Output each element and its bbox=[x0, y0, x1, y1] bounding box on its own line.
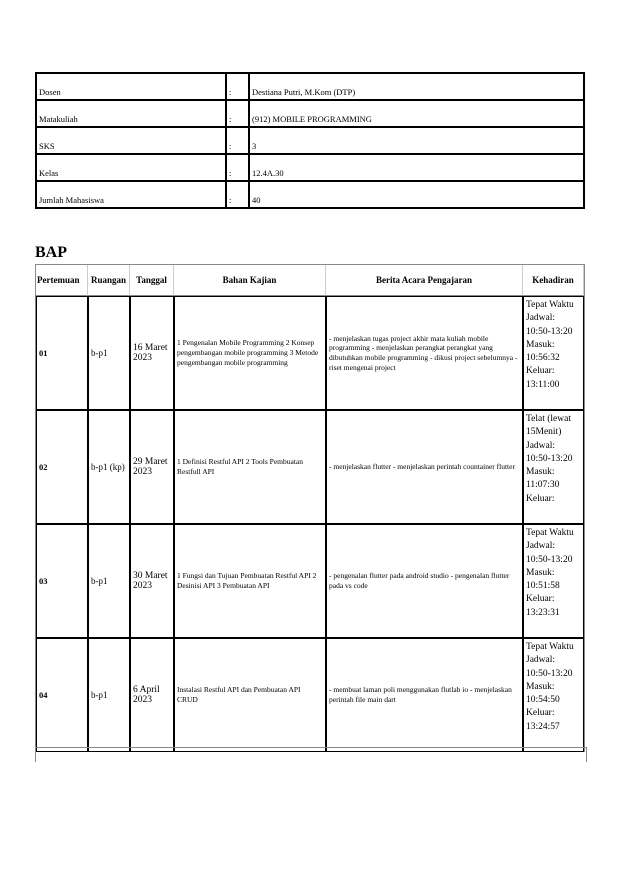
info-separator: : bbox=[226, 154, 249, 181]
info-row bbox=[36, 181, 584, 208]
kehadiran-line: 13:24:57 bbox=[526, 721, 560, 732]
info-value: 3 bbox=[249, 127, 584, 154]
kehadiran-line: Jadwal: bbox=[526, 655, 556, 666]
cell-tanggal: 30 Maret 2023 bbox=[130, 524, 174, 638]
kehadiran-line: Masuk: bbox=[526, 681, 555, 692]
cell-berita-acara: - pengenalan flutter pada android studio - pengenalan flutter pada vs code bbox=[326, 524, 523, 638]
cell-bahan-kajian: 1 Pengenalan Mobile Programming 2 Konsep pengembangan mobile programming 3 Metode pengembangan mobile programming bbox=[174, 296, 326, 410]
info-row bbox=[36, 154, 584, 181]
cell-ruangan: b-p1 bbox=[88, 524, 130, 638]
bap-row bbox=[36, 638, 584, 752]
kehadiran-line: Tepat Waktu bbox=[526, 642, 574, 652]
cell-bahan-kajian: 1 Fungsi dan Tujuan Pembuatan Restful API 2 Desinisi API 3 Pembuatan API bbox=[174, 524, 326, 638]
kehadiran-line: 13:23:31 bbox=[526, 607, 560, 618]
kehadiran-line: 13:11:00 bbox=[526, 379, 560, 390]
kehadiran-line: 10:50-13:20 bbox=[526, 326, 573, 337]
cell-ruangan: b-p1 (kp) bbox=[88, 410, 130, 524]
cell-kehadiran bbox=[523, 638, 584, 752]
kehadiran-line: Jadwal: bbox=[526, 313, 556, 324]
info-separator: : bbox=[226, 73, 249, 100]
table-continuation-right-edge bbox=[586, 748, 587, 762]
kehadiran-line: Keluar: bbox=[526, 366, 555, 377]
header-tanggal: Tanggal bbox=[130, 265, 174, 296]
bap-row bbox=[36, 410, 584, 524]
info-label: Matakuliah bbox=[36, 100, 226, 127]
cell-pertemuan: 04 bbox=[36, 638, 88, 752]
header-kehadiran: Kehadiran bbox=[523, 265, 584, 296]
bap-header-row bbox=[36, 265, 584, 296]
table-continuation-rule bbox=[35, 747, 587, 748]
cell-tanggal: 29 Maret 2023 bbox=[130, 410, 174, 524]
cell-berita-acara: - menjelaskan flutter - menjelaskan perintah countainer flutter bbox=[326, 410, 523, 524]
info-value: 40 bbox=[249, 181, 584, 208]
header-berita-acara: Berita Acara Pengajaran bbox=[326, 265, 523, 296]
bap-row bbox=[36, 296, 584, 410]
kehadiran-line: Masuk: bbox=[526, 567, 555, 578]
info-separator: : bbox=[226, 181, 249, 208]
cell-kehadiran bbox=[523, 524, 584, 638]
kehadiran-line: 10:56:32 bbox=[526, 353, 560, 364]
info-label: Dosen bbox=[36, 73, 226, 100]
info-row bbox=[36, 73, 584, 100]
kehadiran-line: 10:50-13:20 bbox=[526, 554, 573, 565]
kehadiran-line: Jadwal: bbox=[526, 541, 556, 552]
info-separator: : bbox=[226, 100, 249, 127]
kehadiran-line: 10:54:50 bbox=[526, 695, 560, 706]
cell-berita-acara: - membuat laman poli menggunakan flutlab io - menjelaskan perintah file main dart bbox=[326, 638, 523, 752]
info-label: Kelas bbox=[36, 154, 226, 181]
cell-bahan-kajian: 1 Definisi Restful API 2 Tools Pembuatan Restfull API bbox=[174, 410, 326, 524]
info-value: (912) MOBILE PROGRAMMING bbox=[249, 100, 584, 127]
cell-berita-acara: - menjelaskan tugas project akhir mata kuliah mobile programming - menjelaskan perangkat perangkat yang dibutuhkan mobile programming - dikusi project sebelumnya - riset mengenai project bbox=[326, 296, 523, 410]
kehadiran-line: Masuk: bbox=[526, 339, 555, 350]
info-value: Destiana Putri, M.Kom (DTP) bbox=[249, 73, 584, 100]
bap-title: BAP bbox=[35, 244, 67, 261]
kehadiran-line: Masuk: bbox=[526, 467, 555, 478]
cell-pertemuan: 02 bbox=[36, 410, 88, 524]
info-row bbox=[36, 100, 584, 127]
kehadiran-line: 15Menit) bbox=[526, 427, 562, 438]
header-bahan-kajian: Bahan Kajian bbox=[174, 265, 326, 296]
header-ruangan: Ruangan bbox=[88, 265, 130, 296]
info-value: 12.4A.30 bbox=[249, 154, 584, 181]
cell-kehadiran bbox=[523, 296, 584, 410]
table-continuation-left-edge bbox=[35, 748, 36, 762]
cell-kehadiran bbox=[523, 410, 584, 524]
kehadiran-line: 11:07:30 bbox=[526, 480, 560, 491]
kehadiran-line: Telat (lewat bbox=[526, 414, 571, 424]
kehadiran-line: Keluar: bbox=[526, 594, 555, 605]
cell-ruangan: b-p1 bbox=[88, 638, 130, 752]
cell-bahan-kajian: Instalasi Restful API dan Pembuatan API CRUD bbox=[174, 638, 326, 752]
kehadiran-line: Tepat Waktu bbox=[526, 300, 574, 310]
info-row bbox=[36, 127, 584, 154]
cell-tanggal: 6 April 2023 bbox=[130, 638, 174, 752]
cell-ruangan: b-p1 bbox=[88, 296, 130, 410]
kehadiran-line: Keluar: bbox=[526, 493, 555, 504]
course-info-table bbox=[35, 72, 585, 209]
kehadiran-line: Tepat Waktu bbox=[526, 528, 574, 538]
kehadiran-line: 10:50-13:20 bbox=[526, 668, 573, 679]
header-pertemuan: Pertemuan bbox=[36, 265, 88, 296]
cell-pertemuan: 01 bbox=[36, 296, 88, 410]
kehadiran-line: 10:51:58 bbox=[526, 581, 560, 592]
cell-tanggal: 16 Maret 2023 bbox=[130, 296, 174, 410]
bap-row bbox=[36, 524, 584, 638]
kehadiran-line: Jadwal: bbox=[526, 440, 556, 451]
info-separator: : bbox=[226, 127, 249, 154]
info-label: SKS bbox=[36, 127, 226, 154]
info-label: Jumlah Mahasiswa bbox=[36, 181, 226, 208]
bap-table bbox=[35, 264, 585, 752]
kehadiran-line: Keluar: bbox=[526, 708, 555, 719]
cell-pertemuan: 03 bbox=[36, 524, 88, 638]
kehadiran-line: 10:50-13:20 bbox=[526, 453, 573, 464]
